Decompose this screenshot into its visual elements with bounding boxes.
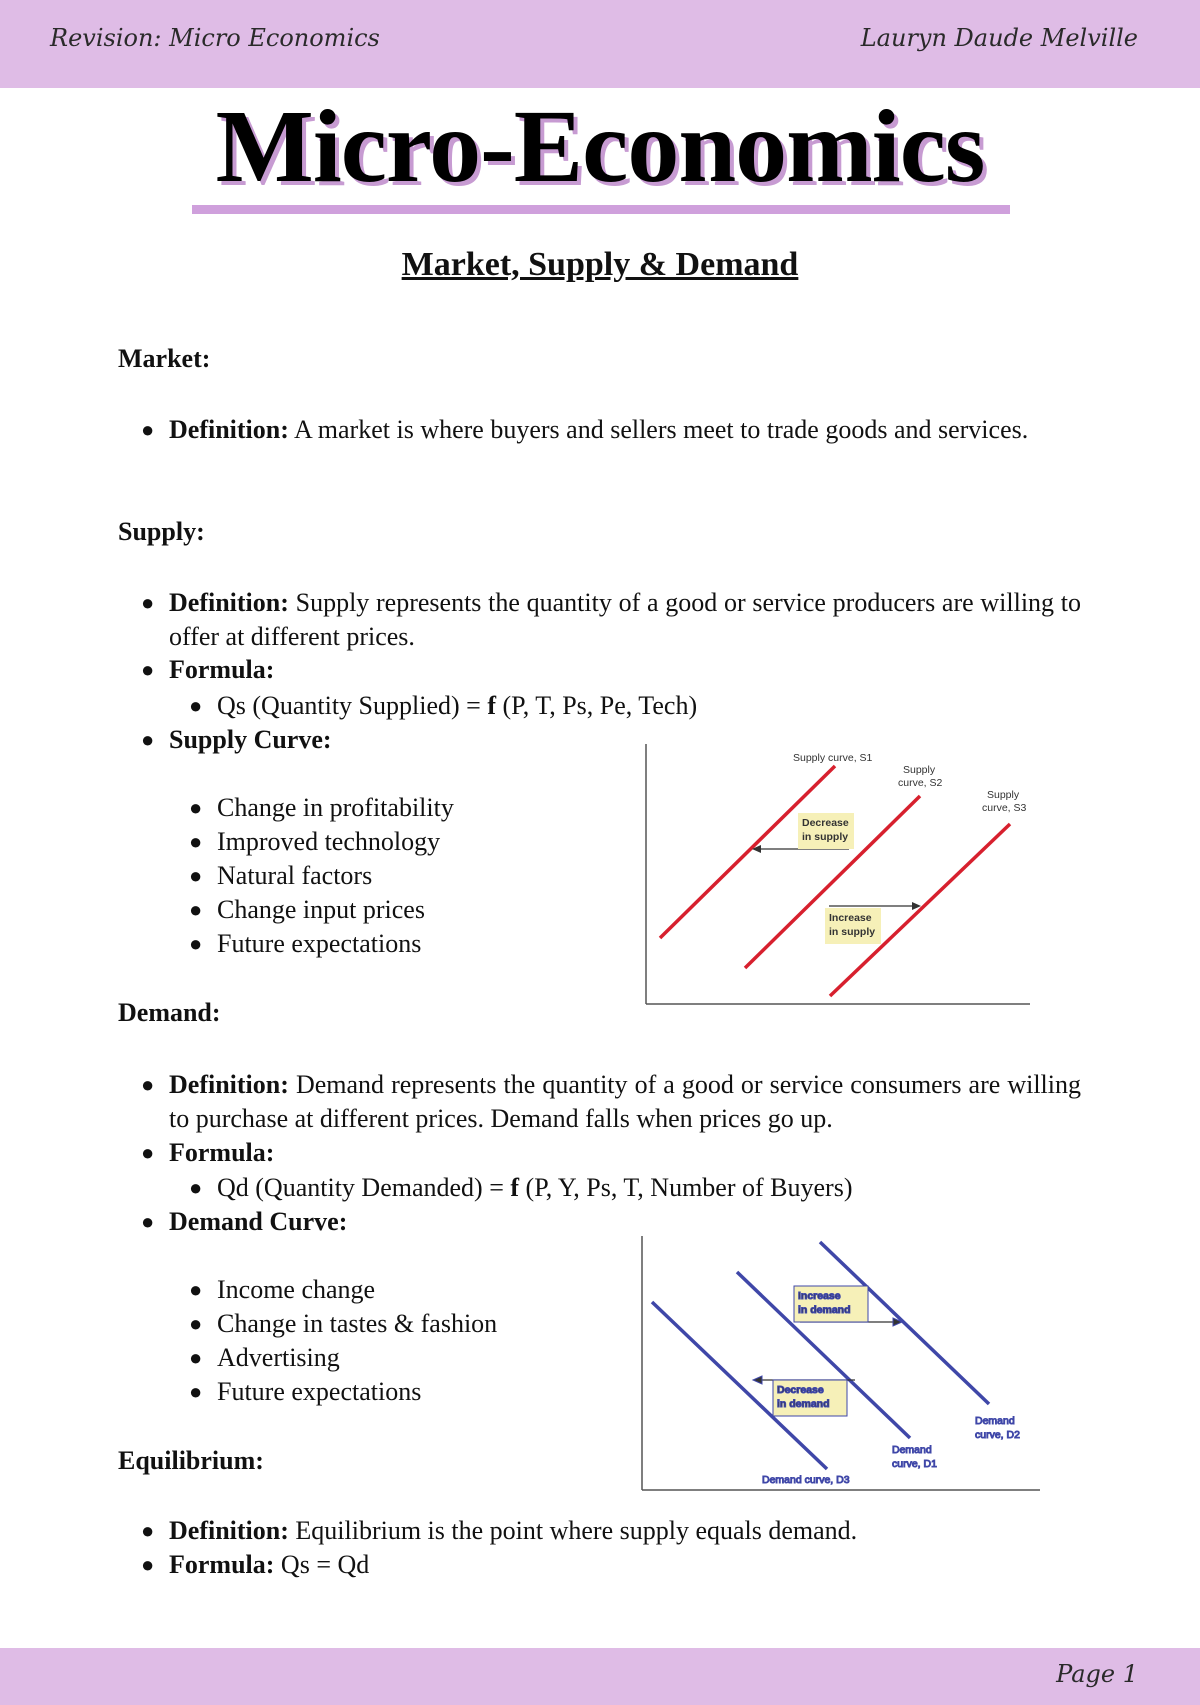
- title-underline: [192, 205, 1010, 214]
- bullet-icon: ●: [141, 1518, 155, 1543]
- demand-factor: ● Income change: [217, 1273, 1081, 1307]
- bullet-icon: ●: [141, 657, 155, 682]
- curve-label-s2: Supply: [903, 764, 936, 776]
- header-band: [0, 0, 1200, 88]
- supply-curve-s3: [660, 766, 835, 938]
- curve-label-d1: Demand: [892, 1444, 932, 1456]
- definition-label: Definition:: [169, 588, 289, 617]
- page-number: Page 1: [1056, 1660, 1138, 1688]
- bullet-icon: ●: [141, 727, 155, 752]
- supply-factor: ● Change input prices: [217, 893, 1081, 927]
- supply-curve-diagram: [640, 740, 1035, 1015]
- bullet-icon: ●: [141, 417, 155, 442]
- decrease-label: in supply: [802, 831, 849, 843]
- bullet-icon: ●: [141, 1140, 155, 1165]
- curve-label-s3: Supply: [987, 789, 1020, 801]
- decrease-label: Decrease: [777, 1384, 824, 1396]
- supply-definition: [141, 586, 1081, 654]
- header-right-text: Lauryn Daude Melville: [860, 24, 1138, 52]
- increase-label: in demand: [798, 1304, 851, 1316]
- bullet-icon: ●: [141, 1072, 155, 1097]
- curve-label-d3: Demand curve, D3: [762, 1474, 850, 1486]
- demand-factor: ● Advertising: [217, 1341, 1081, 1375]
- increase-label: Increase: [829, 912, 872, 924]
- page-title: Micro-Economics: [215, 89, 985, 204]
- bullet-icon: ●: [189, 1277, 203, 1302]
- equilibrium-heading: Equilibrium:: [118, 1446, 264, 1475]
- bullet-icon: ●: [189, 795, 203, 820]
- equilibrium-definition: [141, 1514, 1081, 1548]
- section-subtitle: Market, Supply & Demand: [401, 246, 799, 283]
- demand-curve-diagram: [635, 1232, 1045, 1497]
- supply-formula: ● Qs (Quantity Supplied) = f (P, T, Ps, Pe, Tech): [217, 689, 1081, 723]
- definition-text: Equilibrium is the point where supply equals demand.: [288, 1516, 858, 1545]
- arrow-head-icon: [753, 1376, 762, 1384]
- supply-factor: ● Change in profitability: [217, 791, 1081, 825]
- definition-text: A market is where buyers and sellers meet to trade goods and services.: [288, 415, 1029, 444]
- demand-curve-label: ● Demand Curve:: [169, 1205, 1081, 1239]
- definition-label: Definition:: [169, 1070, 289, 1099]
- definition-label: Definition:: [169, 1516, 289, 1545]
- supply-factor: ● Improved technology: [217, 825, 1081, 859]
- definition-label: Definition:: [169, 415, 289, 444]
- demand-factor: ● Future expectations: [217, 1375, 1081, 1409]
- bullet-icon: ●: [141, 1552, 155, 1577]
- footer-band: [0, 1648, 1200, 1705]
- demand-factor: ● Change in tastes & fashion: [217, 1307, 1081, 1341]
- decrease-label: in demand: [777, 1398, 830, 1410]
- curve-label-d2: curve, D2: [975, 1429, 1020, 1441]
- curve-label-d2: Demand: [975, 1415, 1015, 1427]
- bullet-icon: ●: [141, 1209, 155, 1234]
- supply-formula-label: ● Formula:: [169, 653, 1081, 687]
- curve-label-d1: curve, D1: [892, 1458, 937, 1470]
- bullet-icon: ●: [189, 829, 203, 854]
- header-left-text: Revision: Micro Economics: [50, 24, 380, 52]
- bullet-icon: ●: [189, 693, 203, 718]
- increase-label: in supply: [829, 926, 876, 938]
- bullet-icon: ●: [189, 1379, 203, 1404]
- bullet-icon: ●: [189, 1311, 203, 1336]
- demand-formula-label: ● Formula:: [169, 1136, 1081, 1170]
- demand-heading: Demand:: [118, 998, 221, 1027]
- definition-text: Supply represents the quantity of a good or service producers are willing to offer at different prices.: [169, 588, 1081, 651]
- curve-label-s2: curve, S2: [898, 777, 943, 789]
- bullet-icon: ●: [189, 863, 203, 888]
- increase-label: Increase: [798, 1290, 841, 1302]
- equilibrium-formula: ● Formula: Qs = Qd: [169, 1548, 1081, 1582]
- bullet-icon: ●: [189, 931, 203, 956]
- supply-curve-label: ● Supply Curve:: [169, 723, 1081, 757]
- bullet-icon: ●: [189, 897, 203, 922]
- bullet-icon: ●: [189, 1175, 203, 1200]
- market-definition: [141, 413, 1081, 447]
- bullet-icon: ●: [189, 1345, 203, 1370]
- definition-text: Demand represents the quantity of a good or service consumers are willing to purchase at different prices. Demand falls when prices go up.: [169, 1070, 1081, 1133]
- curve-label-s3: curve, S3: [982, 802, 1027, 814]
- supply-factor: ● Natural factors: [217, 859, 1081, 893]
- supply-heading: Supply:: [118, 517, 205, 546]
- market-heading: Market:: [118, 344, 211, 373]
- demand-definition: [141, 1068, 1081, 1136]
- curve-label-s1: Supply curve, S1: [793, 752, 873, 764]
- demand-formula: ● Qd (Quantity Demanded) = f (P, Y, Ps, T, Number of Buyers): [217, 1171, 1081, 1205]
- supply-factor: ● Future expectations: [217, 927, 1081, 961]
- decrease-label: Decrease: [802, 817, 849, 829]
- bullet-icon: ●: [141, 590, 155, 615]
